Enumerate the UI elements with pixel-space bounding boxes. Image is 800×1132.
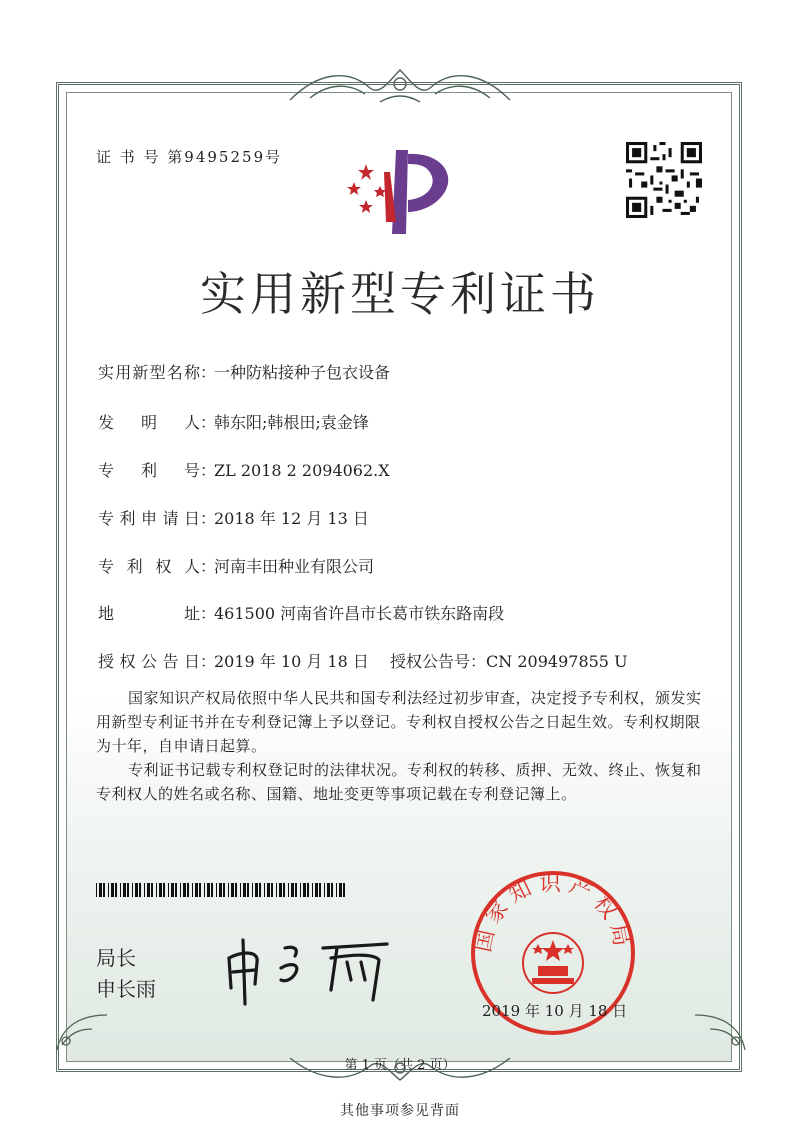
footer-note: 其他事项参见背面	[340, 1103, 460, 1119]
field-value: 461500 河南省许昌市长葛市铁东路南段	[214, 604, 505, 623]
field-utility-model-name: 实用新型名称：一种防粘接种子包衣设备	[98, 360, 390, 383]
barcode	[96, 883, 346, 897]
field-value: 韩东阳;韩根田;袁金锋	[214, 413, 369, 432]
certificate-title: 实用新型专利证书	[200, 267, 600, 321]
field-patent-number: 专 利 号：ZL 2018 2 2094062.X	[98, 458, 390, 481]
field-value: 2018 年 12 月 13 日	[214, 509, 369, 528]
director-name: 申长雨	[96, 977, 156, 1001]
field-value: CN 209497855 U	[486, 652, 628, 671]
corner-ornament-bottom-left	[52, 995, 112, 1055]
statement-paragraph-1: 国家知识产权局依照中华人民共和国专利法经过初步审查，决定授予专利权，颁发实用新型专利证书并在专利登记簿上予以登记。专利权自授权公告之日起生效。专利权期限为十年，自申请日起算。	[96, 689, 702, 755]
field-address: 地 址：461500 河南省许昌市长葛市铁东路南段	[98, 601, 504, 624]
field-label: 发 明 人	[98, 413, 200, 432]
field-inventors: 发 明 人：韩东阳;韩根田;袁金锋	[98, 410, 369, 433]
field-value: 一种防粘接种子包衣设备	[214, 363, 391, 382]
field-label: 专 利 权 人	[98, 557, 200, 576]
field-patentee: 专 利 权 人：河南丰田种业有限公司	[98, 554, 374, 577]
field-label: 专利申请日	[98, 509, 200, 528]
director-title: 局长	[96, 946, 136, 970]
field-value: 河南丰田种业有限公司	[214, 557, 375, 576]
top-ornament	[280, 60, 520, 110]
field-label: 地 址	[98, 604, 200, 623]
seal-text: 国家知识产权局	[470, 871, 636, 955]
certificate-number: 证 书 号 第9495259号	[96, 148, 283, 166]
field-value: 2019 年 10 月 18 日	[214, 652, 369, 671]
field-label: 实用新型名称	[98, 363, 200, 382]
director-signature	[215, 918, 395, 1008]
field-announcement-date: 授权公告日：2019 年 10 月 18 日	[98, 649, 369, 672]
field-value: ZL 2018 2 2094062.X	[214, 461, 390, 480]
field-label: 专 利 号	[98, 461, 200, 480]
field-label: 授权公告日	[98, 652, 200, 671]
qr-code	[626, 142, 702, 218]
field-announcement-number: 授权公告号：CN 209497855 U	[390, 652, 628, 671]
page-number: 第 1 页（共 2 页）	[344, 1058, 456, 1073]
patent-office-logo	[336, 142, 476, 242]
seal-date: 2019 年 10 月 18 日	[482, 1002, 628, 1020]
field-label: 授权公告号	[390, 652, 471, 671]
statement-paragraph-2: 专利证书记载专利权登记时的法律状况。专利权的转移、质押、无效、终止、恢复和专利权人的姓名或名称、国籍、地址变更等事项记载在专利登记簿上。	[96, 761, 702, 803]
field-application-date: 专利申请日：2018 年 12 月 13 日	[98, 506, 369, 529]
corner-ornament-bottom-right	[690, 995, 750, 1055]
